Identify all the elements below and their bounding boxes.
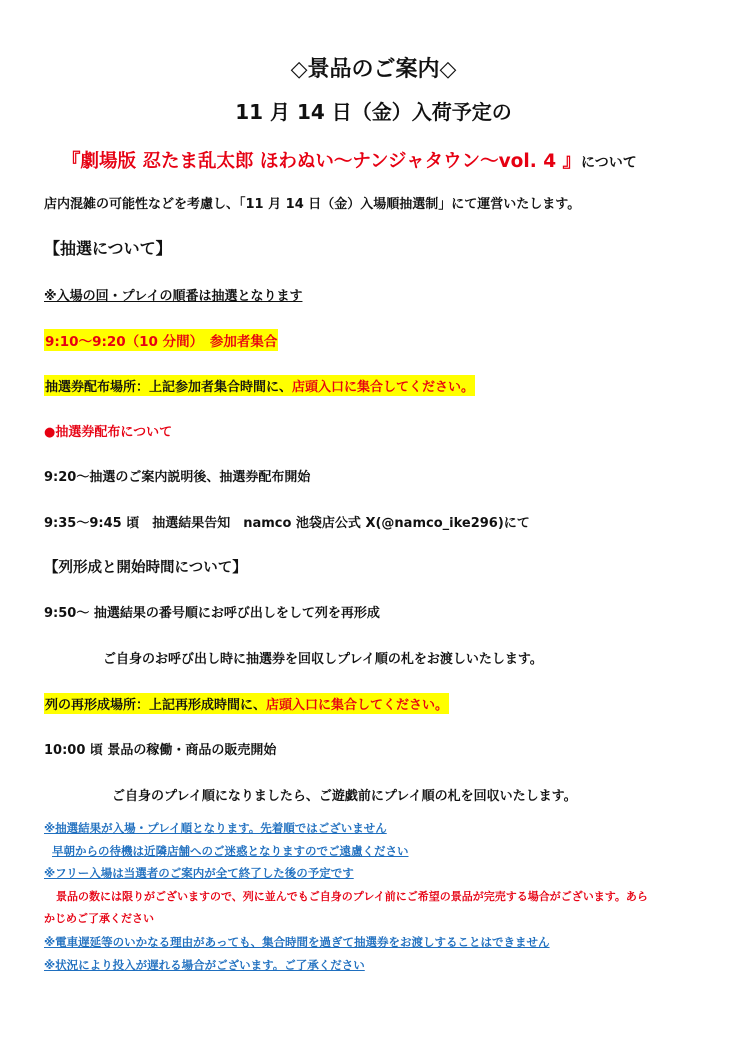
start-time: 10:00 頃 景品の稼働・商品の販売開始 [44, 743, 277, 758]
result-announce: 9:35〜9:45 頃 抽選結果告知 namco 池袋店公式 X(@namco_ike296)にて [44, 516, 530, 531]
arrival-date: 11 月 14 日（金）入荷予定の [235, 100, 512, 124]
ticket-place-red: 店頭入口に集合してください。 [292, 380, 475, 395]
dist-start: 9:20〜抽選のご案内説明後、抽選券配布開始 [44, 470, 311, 485]
note-2: 早朝からの待機は近隣店舗へのご迷惑となりますのでご遠慮ください [52, 844, 409, 858]
queue-reform-detail: ご自身のお呼び出し時に抽選券を回収しプレイ順の札をお渡しいたします。 [103, 652, 543, 667]
note-4a: 景品の数には限りがございますので、列に並んでもご自身のプレイ前にご希望の景品が完売する場合がございます。あら [56, 890, 648, 903]
lottery-heading: 【抽選について】 [44, 239, 172, 258]
gather-time: 9:10〜9:20（10 分間） 参加者集合 [44, 329, 278, 351]
start-detail: ご自身のプレイ順になりましたら、ご遊戯前にプレイ順の札を回収いたします。 [112, 789, 577, 804]
lottery-note: ※入場の回・プレイの順番は抽選となります [44, 289, 303, 304]
ticket-place-label: 抽選券配布場所：上記参加者集合時間に、 [45, 380, 293, 395]
note-3: ※フリー入場は当選者のご案内が全て終了した後の予定です [44, 866, 354, 880]
queue-reform: 9:50〜 抽選結果の番号順にお呼び出しをして列を再形成 [44, 606, 380, 621]
ticket-place [44, 375, 475, 396]
product-line [62, 147, 637, 173]
intro-text: 店内混雑の可能性などを考慮し、「11 月 14 日（金）入場順抽選制」にて運営いたします。 [44, 197, 581, 212]
product-suffix: について [581, 155, 637, 171]
note-6: ※状況により投入が遅れる場合がございます。ご了承ください [44, 958, 365, 972]
queue-place-label: 列の再形成場所：上記再形成時間に、 [45, 698, 267, 713]
note-5: ※電車遅延等のいかなる理由があっても、集合時間を過ぎて抽選券をお渡しすることはできません [44, 935, 550, 949]
dist-heading: ●抽選券配布について [44, 425, 173, 440]
queue-place [44, 693, 449, 714]
note-4b: かじめご了承ください [44, 912, 154, 925]
queue-place-red: 店頭入口に集合してください。 [266, 698, 449, 713]
page-title: ◇景品のご案内◇ [290, 57, 457, 82]
queue-heading: 【列形成と開始時間について】 [44, 560, 247, 576]
product-name: 『劇場版 忍たま乱太郎 ほわぬい〜ナンジャタウン〜vol. 4 』 [62, 151, 582, 172]
note-1: ※抽選結果が入場・プレイ順となります。先着順ではございません [44, 821, 387, 835]
